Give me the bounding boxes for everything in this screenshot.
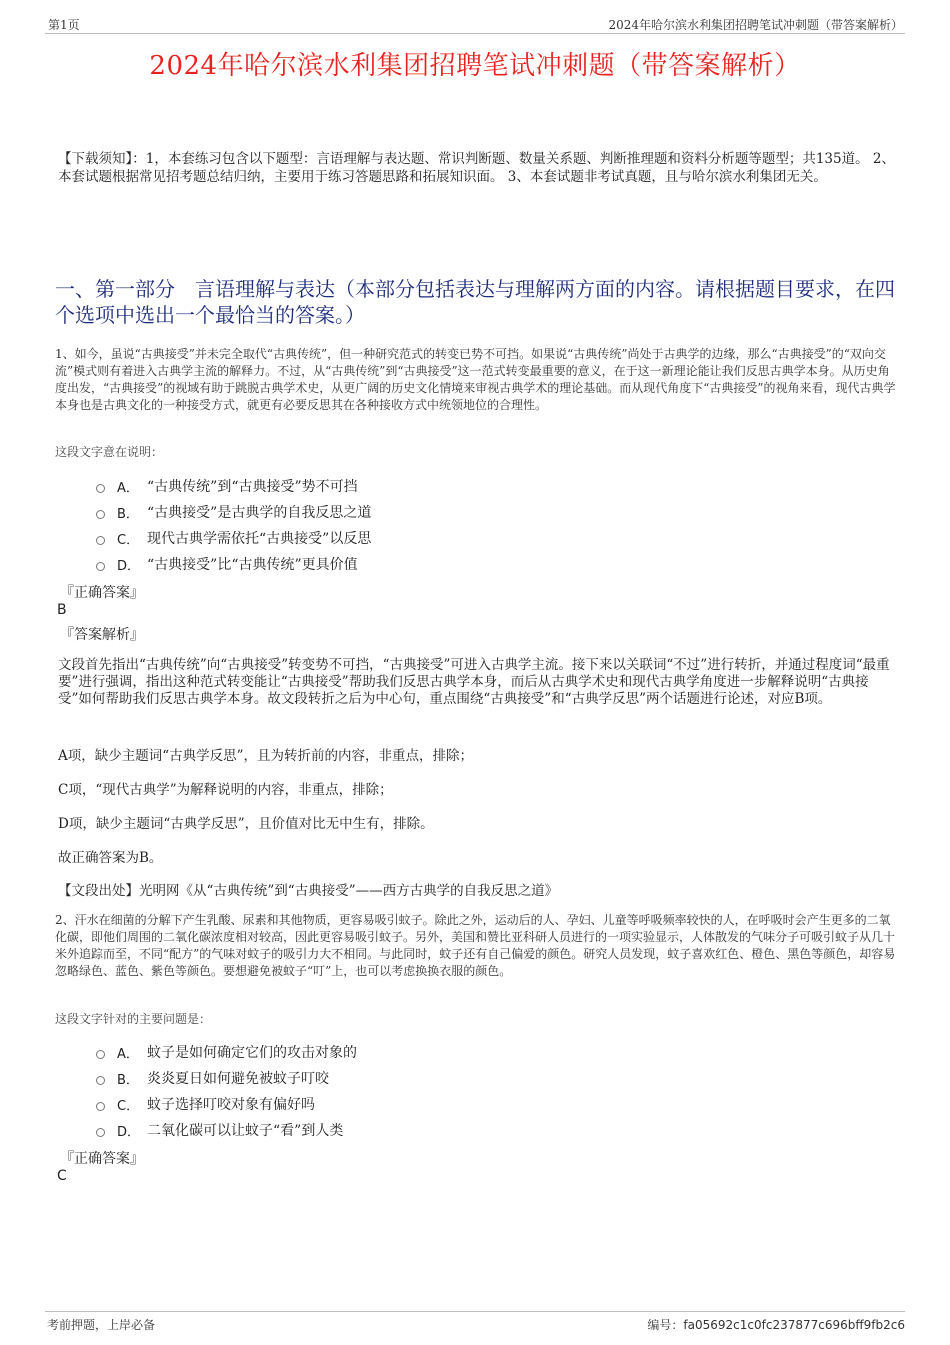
option-letter: A．	[117, 480, 139, 496]
option-b[interactable]	[96, 1065, 696, 1091]
answer-label: 『正确答案』	[60, 585, 144, 601]
footer-slogan: 考前押题，上岸必备	[47, 1318, 156, 1332]
option-a[interactable]	[96, 473, 696, 499]
analysis-option-c: C项，“现代古典学”为解释说明的内容，非重点，排除；	[58, 782, 393, 798]
option-text: 蚊子是如何确定它们的攻击对象的	[147, 1045, 357, 1061]
option-letter: D．	[117, 558, 141, 574]
page-header	[45, 14, 905, 34]
radio-icon[interactable]	[96, 536, 105, 545]
option-text: “古典传统”到“古典接受”势不可挡	[147, 479, 358, 495]
question-prompt: 这段文字意在说明：	[55, 445, 164, 459]
option-a[interactable]	[96, 1039, 696, 1065]
option-c[interactable]	[96, 1091, 696, 1117]
question-text: 2、汗水在细菌的分解下产生乳酸、尿素和其他物质，更容易吸引蚊子。除此之外，运动后的人、孕妇、儿童等呼吸频率较快的人，在呼吸时会产生更多的二氧化碳，即他们周围的二氧化碳浓度相对较高，因此更容易吸引蚊子。另外，美国和赞比亚科研人员进行的一项实验显示，人体散发的气味分子可吸引蚊子从几十米外追踪而至，不同“配方”的气味对蚊子的吸引力大不相同。与此同时，蚊子还有自己偏爱的颜色。研究人员发现，蚊子喜欢红色、橙色、黑色等颜色，却容易忽略绿色、蓝色、紫色等颜色。要想避免被蚊子“叮”上，也可以考虑换换衣服的颜色。	[55, 913, 896, 978]
download-notice: 【下载须知】：1，本套练习包含以下题型：言语理解与表达题、常识判断题、数量关系题、判断推理题和资料分析题等题型；共135道。 2、本套试题根据常见招考题总结归纳，主要用于练习答题思路和拓展知识面。 3、本套试题非考试真题，且与哈尔滨水利集团无关。	[58, 151, 895, 185]
radio-icon[interactable]	[96, 1076, 105, 1085]
question-text: 1、如今，虽说“古典接受”并未完全取代“古典传统”，但一种研究范式的转变已势不可挡。如果说“古典传统”尚处于古典学的边缘，那么“古典接受”的“双向交流”模式则有着进入古典学主流的解释力。不过，从“古典传统”到“古典接受”这一范式转变最重要的意义，在于这一新理论能让我们反思古典学本身。从历史角度出发，“古典接受”的视域有助于跳脱古典学术史，从更广阔的历史文化情境来审视古典学术的理论基础。而从现代角度下“古典接受”的视角来看，现代古典学本身也是古典文化的一种接受方式，就更有必要反思其在各种接收方式中统领地位的合理性。	[55, 347, 896, 412]
radio-icon[interactable]	[96, 1128, 105, 1137]
options-list	[96, 1039, 696, 1143]
options-list	[96, 473, 696, 577]
page-footer	[45, 1311, 905, 1333]
option-text: 二氧化碳可以让蚊子“看”到人类	[147, 1123, 344, 1139]
radio-icon[interactable]	[96, 484, 105, 493]
analysis-conclusion: 故正确答案为B。	[58, 850, 163, 866]
radio-icon[interactable]	[96, 510, 105, 519]
analysis-option-a: A项，缺少主题词“古典学反思”，且为转折前的内容，非重点，排除；	[58, 748, 474, 764]
option-text: 蚊子选择叮咬对象有偏好吗	[147, 1097, 315, 1113]
question-1	[55, 346, 900, 414]
radio-icon[interactable]	[96, 1050, 105, 1059]
radio-icon[interactable]	[96, 562, 105, 571]
option-letter: B．	[117, 506, 139, 522]
analysis-text: 文段首先指出“古典传统”向“古典接受”转变势不可挡，“古典接受”可进入古典学主流。接下来以关联词“不过”进行转折，并通过程度词“最重要”进行强调，指出这种范式转变能让“古典接受”帮助我们反思古典学本身，而后从古典学术史和现代古典学角度进一步解释说明“古典接受”如何帮助我们反思古典学本身。故文段转折之后为中心句，重点围绕“古典接受”和“古典学反思”两个话题进行论述，对应B项。	[58, 657, 890, 707]
footer-code-value: fa05692c1c0fc237877c696bff9fb2c6	[683, 1318, 905, 1332]
option-c[interactable]	[96, 525, 696, 551]
analysis-source: 【文段出处】光明网《从“古典传统”到“古典接受”——西方古典学的自我反思之道》	[58, 883, 559, 899]
option-b[interactable]	[96, 499, 696, 525]
option-letter: C．	[117, 1098, 140, 1114]
header-doc-name: 2024年哈尔滨水利集团招聘笔试冲刺题（带答案解析）	[608, 18, 903, 32]
option-d[interactable]	[96, 1117, 696, 1143]
option-letter: B．	[117, 1072, 139, 1088]
option-text: “古典接受”是古典学的自我反思之道	[147, 505, 372, 521]
answer-value: B	[57, 602, 67, 618]
option-text: “古典接受”比“古典传统”更具价值	[147, 557, 358, 573]
footer-code	[647, 1316, 905, 1333]
answer-value: C	[57, 1168, 67, 1184]
option-letter: C．	[117, 532, 140, 548]
answer-label: 『正确答案』	[60, 1151, 144, 1167]
analysis-label: 『答案解析』	[60, 627, 144, 643]
section-heading: 一、第一部分 言语理解与表达（本部分包括表达与理解两方面的内容。请根据题目要求，在四个选项中选出一个最恰当的答案。）	[55, 277, 895, 327]
question-prompt: 这段文字针对的主要问题是：	[55, 1012, 212, 1026]
option-text: 炎炎夏日如何避免被蚊子叮咬	[147, 1071, 329, 1087]
page-number: 第1页	[48, 18, 80, 32]
footer-code-label: 编号：	[647, 1318, 684, 1332]
option-d[interactable]	[96, 551, 696, 577]
option-letter: A．	[117, 1046, 139, 1062]
document-title: 2024年哈尔滨水利集团招聘笔试冲刺题（带答案解析）	[149, 51, 801, 81]
option-text: 现代古典学需依托“古典接受”以反思	[147, 531, 372, 547]
radio-icon[interactable]	[96, 1102, 105, 1111]
question-2	[55, 912, 900, 980]
analysis-option-d: D项，缺少主题词“古典学反思”，且价值对比无中生有，排除。	[58, 816, 434, 832]
option-letter: D．	[117, 1124, 141, 1140]
